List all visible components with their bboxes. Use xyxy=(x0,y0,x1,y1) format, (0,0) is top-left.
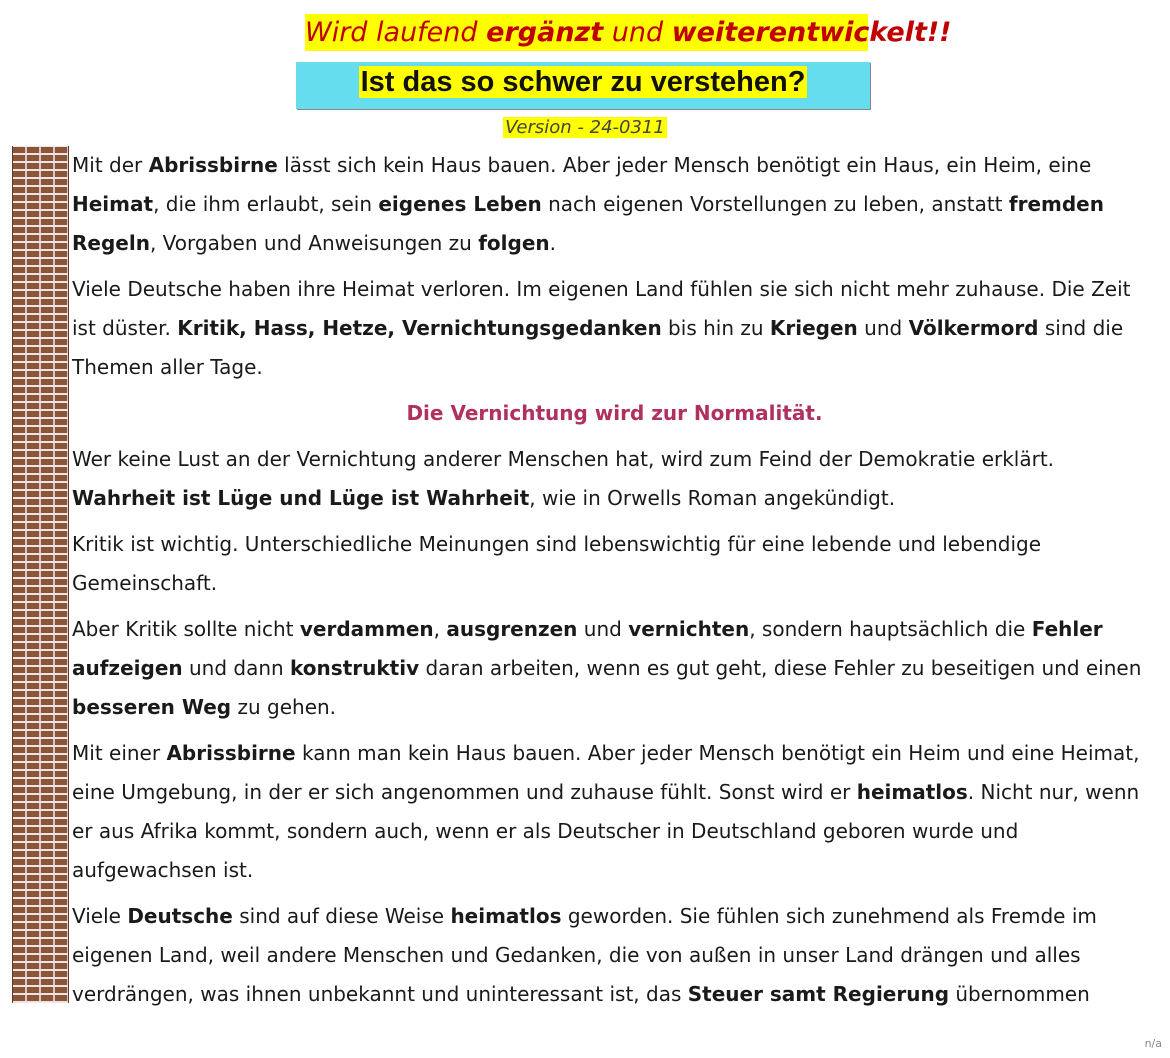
text: . Nicht nur, wenn er aus Afrika kommt, sondern auch, wenn er als Deutscher in Deutschland geboren wurde und aufgewachsen ist. xyxy=(72,780,1140,882)
text: und xyxy=(577,617,629,641)
bold-text: folgen xyxy=(478,231,550,255)
page-number: n/a xyxy=(1144,1037,1162,1050)
paragraph-6 xyxy=(72,734,1157,890)
bold-text: eigenes Leben xyxy=(378,192,542,216)
text: zu gehen. xyxy=(231,695,337,719)
text: , sondern hauptsächlich die xyxy=(749,617,1032,641)
text: übernommen xyxy=(949,982,1090,1006)
page-title: Ist das so schwer zu verstehen? xyxy=(360,66,806,98)
text: Mit der xyxy=(72,153,149,177)
ongoing-banner xyxy=(305,14,952,51)
text: geworden. Sie fühlen sich zunehmend als Fremde im eigenen Land, weil andere Menschen und Gedanken, die von außen in unser Land drängen und alles verdrängen, was ihnen unbekannt und uninteressant ist, das xyxy=(72,904,1097,1006)
bold-text: Steuer samt Regierung xyxy=(687,982,950,1006)
bold-text: ausgrenzen xyxy=(446,617,578,641)
text: , wie in Orwells Roman angekündigt. xyxy=(529,486,896,510)
ongoing-text-4: weiterentwickelt!! xyxy=(671,17,952,48)
text: daran arbeiten, wenn es gut geht, diese Fehler zu beseitigen und einen xyxy=(419,656,1142,680)
text: . xyxy=(549,231,556,255)
bold-text: Kriegen xyxy=(769,316,858,340)
paragraph-3 xyxy=(72,440,1157,518)
text: Wer keine Lust an der Vernichtung anderer Menschen hat, wird zum Feind der Demokratie erklärt. xyxy=(72,447,1055,471)
text: , xyxy=(433,617,447,641)
bold-text: heimatlos xyxy=(450,904,562,928)
brick-wall-decoration xyxy=(12,146,69,1003)
text: Viele Deutsche haben ihre Heimat verloren. Im eigenen Land fühlen sie sich nicht mehr zuhause. Die Zeit ist düster. xyxy=(72,277,1131,340)
text: sind die Themen aller Tage. xyxy=(72,316,1124,379)
text: und xyxy=(857,316,909,340)
ongoing-text-3: und xyxy=(603,17,672,48)
bold-text: heimatlos xyxy=(856,780,968,804)
text: lässt sich kein Haus bauen. Aber jeder Mensch benötigt ein Haus, ein Heim, eine xyxy=(277,153,1092,177)
bold-text: fremden Regeln xyxy=(72,192,1104,255)
ongoing-text-1: Wird laufend xyxy=(305,17,487,48)
text: und dann xyxy=(182,656,291,680)
document-body xyxy=(72,146,1157,1021)
bold-text: Abrissbirne xyxy=(166,741,296,765)
bold-text: vernichten xyxy=(628,617,750,641)
bold-text: Völkermord xyxy=(908,316,1039,340)
text: kann man kein Haus bauen. Aber jeder Mensch benötigt ein Heim und eine Heimat, eine Umgebung, in der er sich angenommen und zuhause fühlt. Sonst wird er xyxy=(72,741,1140,804)
paragraph-1 xyxy=(72,146,1157,263)
bold-text: Wahrheit ist Lüge und Lüge ist Wahrheit xyxy=(72,486,530,510)
bold-text: Deutsche xyxy=(127,904,233,928)
paragraph-7 xyxy=(72,897,1157,1014)
bold-text: besseren Weg xyxy=(72,695,232,719)
bold-text: Fehler aufzeigen xyxy=(72,617,1103,680)
text: Mit einer xyxy=(72,741,167,765)
text: bis hin zu xyxy=(661,316,770,340)
version-label: Version - 24-0311 xyxy=(505,117,665,138)
version-line xyxy=(0,117,1170,138)
ongoing-text-2: ergänzt xyxy=(486,17,604,48)
paragraph-5 xyxy=(72,610,1157,727)
text: Viele xyxy=(72,904,128,928)
bold-text: konstruktiv xyxy=(290,656,420,680)
title-banner xyxy=(296,62,870,109)
paragraph-2 xyxy=(72,270,1157,387)
text: sind auf diese Weise xyxy=(232,904,451,928)
bold-text: Heimat xyxy=(72,192,154,216)
bold-text: Abrissbirne xyxy=(148,153,278,177)
text: , die ihm erlaubt, sein xyxy=(153,192,379,216)
text: nach eigenen Vorstellungen zu leben, anstatt xyxy=(541,192,1009,216)
text: Aber Kritik sollte nicht xyxy=(72,617,300,641)
paragraph-4 xyxy=(72,525,1157,603)
bold-text: verdammen xyxy=(299,617,434,641)
text: , Vorgaben und Anweisungen zu xyxy=(149,231,479,255)
text: Kritik ist wichtig. Unterschiedliche Meinungen sind lebenswichtig für eine lebende und lebendige Gemeinschaft. xyxy=(72,532,1042,595)
bold-text: Kritik, Hass, Hetze, Vernichtungsgedanken xyxy=(177,316,662,340)
section-headline: Die Vernichtung wird zur Normalität. xyxy=(406,401,823,425)
